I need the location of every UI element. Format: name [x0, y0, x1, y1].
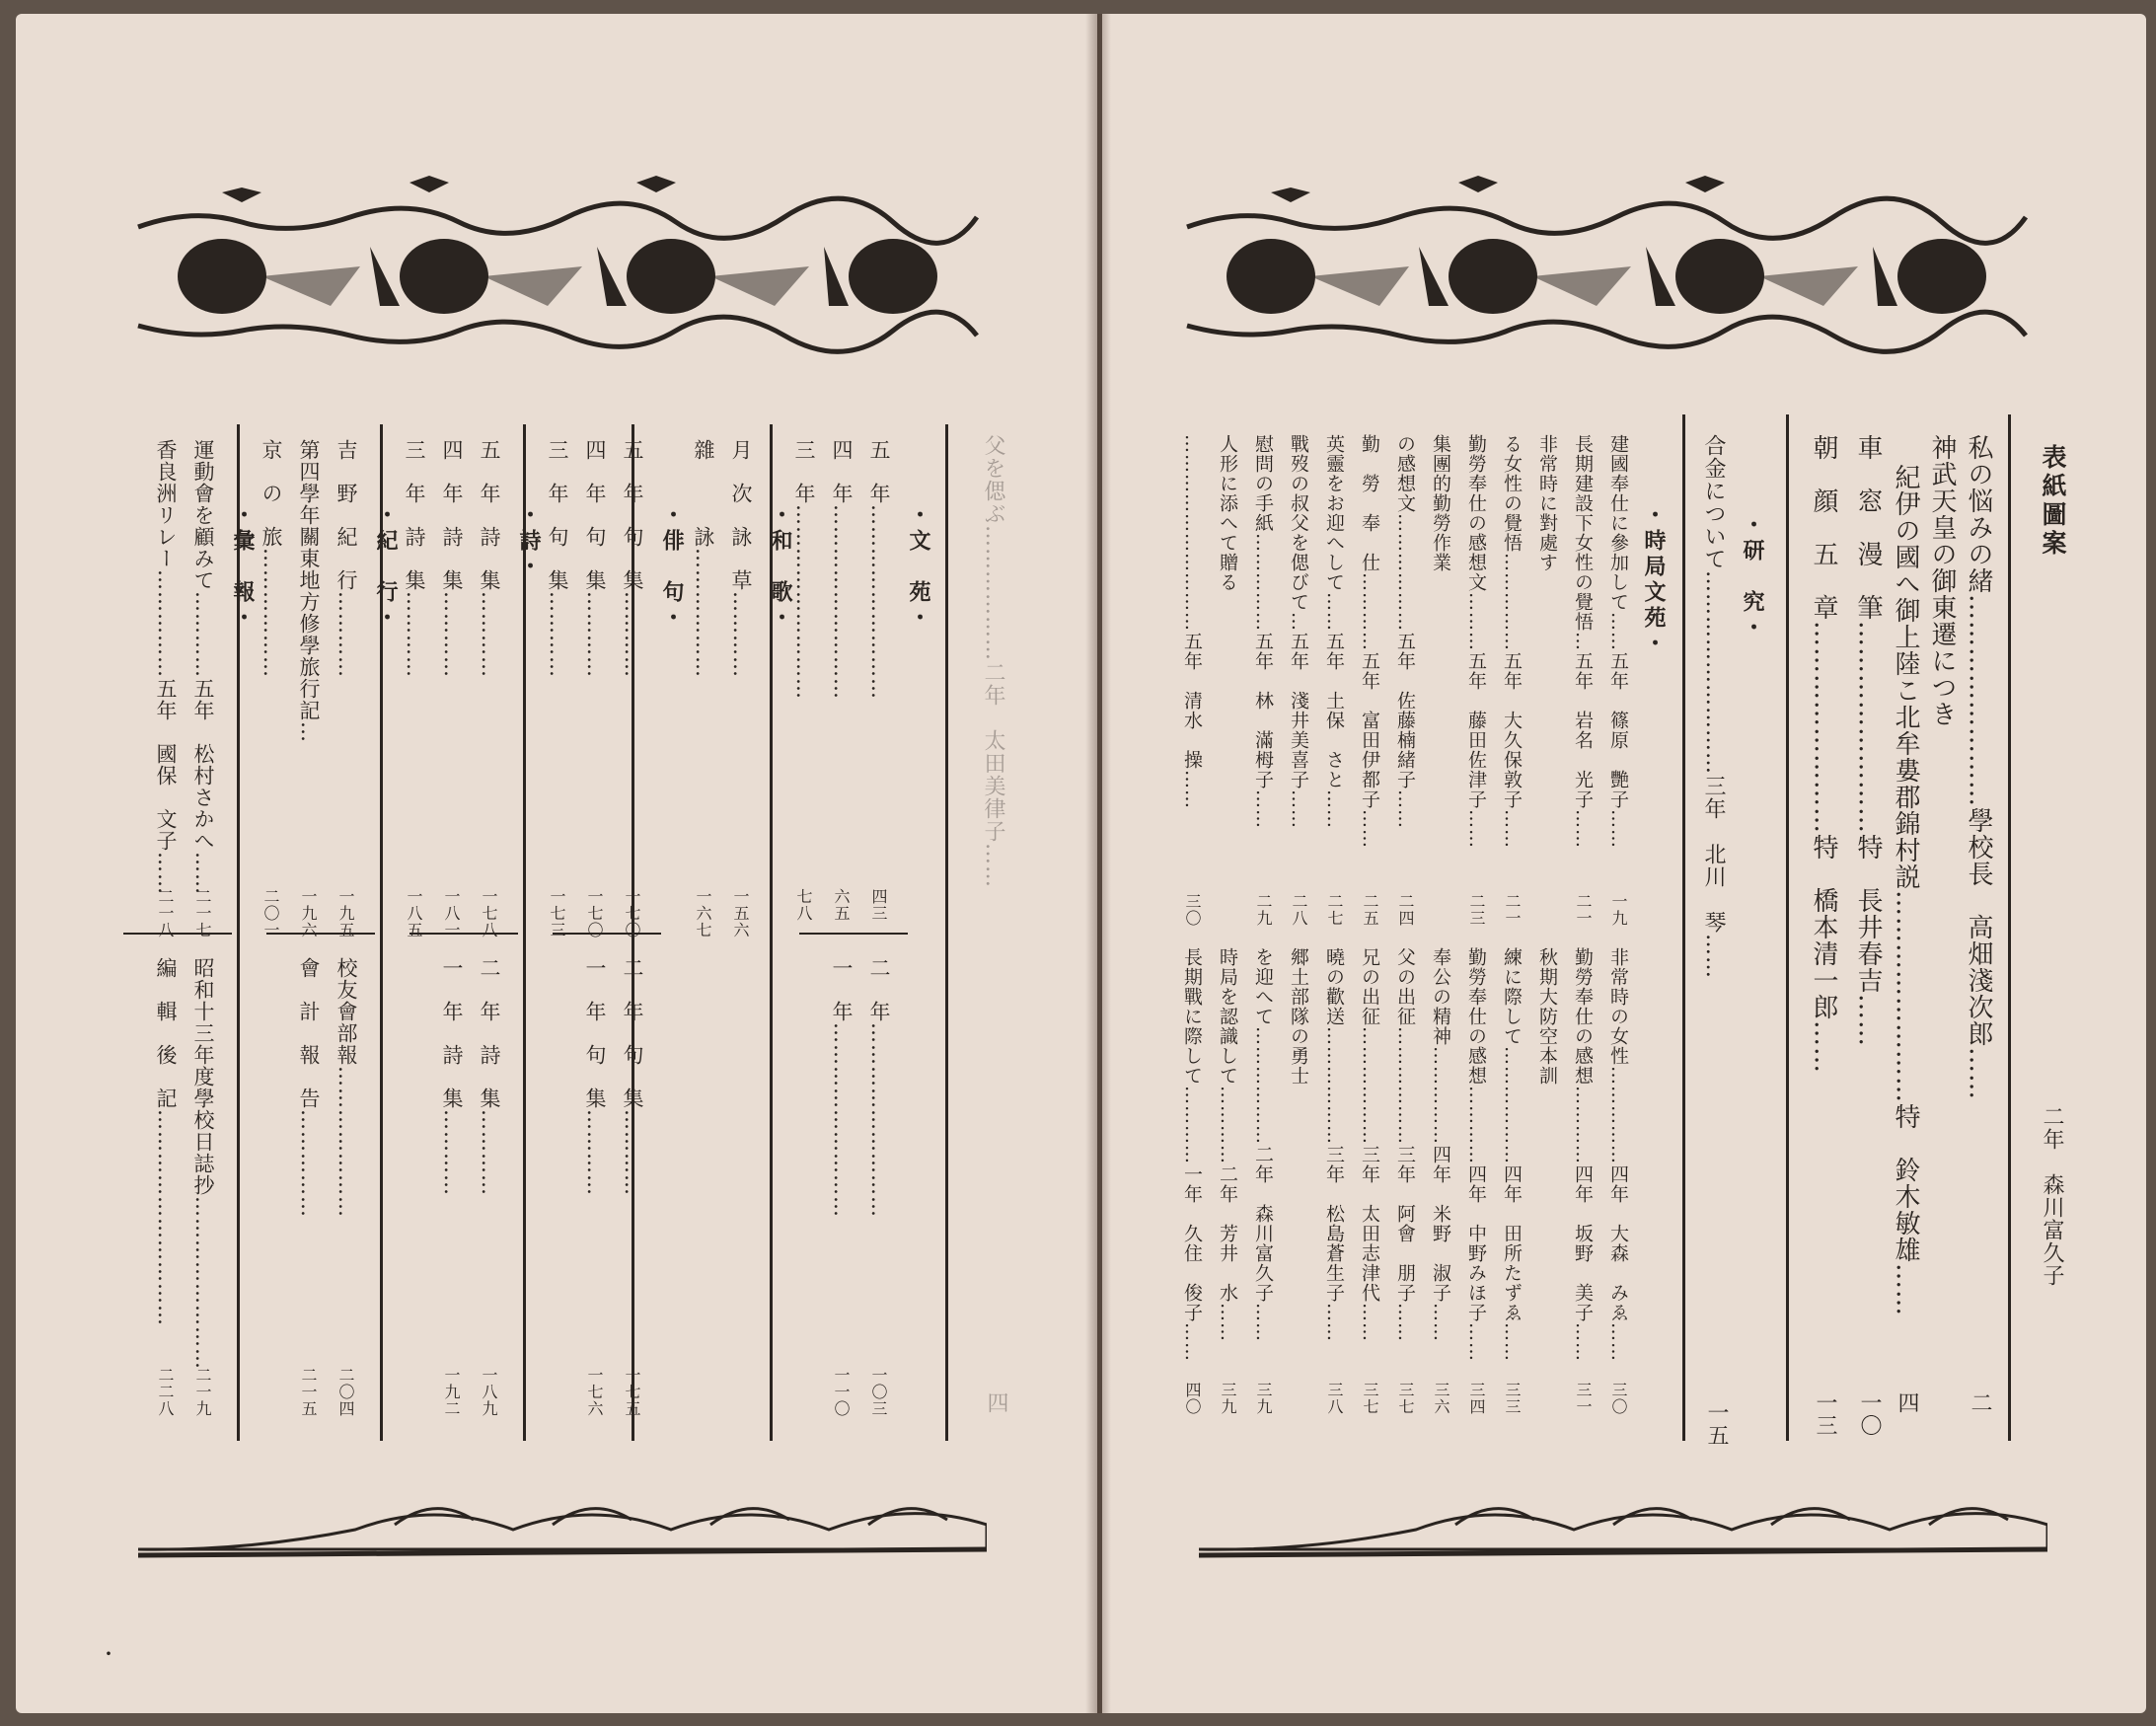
toc-item: 昭和十三年度學校日誌抄……………………	[191, 957, 215, 1370]
jikyoku-heading: ・時局文苑・	[1641, 503, 1667, 657]
toc-item: 吉 野 紀 行…………	[335, 439, 358, 678]
right-rule-1	[2008, 414, 2011, 1441]
jikyoku-upper-item: 戰歿の叔父を偲びて…五年 淺井美喜子……	[1288, 434, 1309, 829]
toc-col-3: 紀伊の國へ御上陸こ北牟婁郡錦村説……………………特 鈴木敏雄……	[1891, 464, 1920, 1316]
toc-item-page: 一六七	[694, 888, 712, 938]
bullet-mark: ・	[99, 1642, 118, 1666]
toc-item-page: 二一五	[299, 1367, 318, 1417]
toc-item: 一 年 句 集…………	[583, 957, 607, 1196]
jikyoku-upper-page: 二八	[1290, 893, 1308, 927]
jikyoku-upper-item: 人形に添へて贈る	[1217, 434, 1238, 592]
jikyoku-lower-page: 三三	[1503, 1382, 1522, 1415]
toc-item: 二 年………………………	[867, 957, 891, 1218]
jikyoku-lower-page: 三七	[1396, 1382, 1415, 1415]
toc-item: 五 年 句 集…………	[621, 439, 644, 678]
jikyoku-upper-page: 二一	[1574, 893, 1593, 927]
fish-banner-left	[133, 168, 982, 365]
toc-item-page: 一五六	[731, 888, 750, 938]
section-heading: ・詩・	[516, 503, 542, 580]
toc-item-page: 四三	[869, 888, 888, 922]
jikyoku-lower-page: 三一	[1574, 1382, 1593, 1415]
cover-heading: 表紙圖案	[2039, 444, 2067, 559]
jikyoku-lower-item: 時局を認識して…………二年 芳井 水……	[1217, 947, 1238, 1342]
toc-item: 三 年 句 集…………	[546, 439, 569, 678]
toc-item: 第四學年關東地方修學旅行記…	[297, 439, 321, 743]
toc-item-page: 一七〇	[623, 888, 641, 938]
toc-item: 四 年 詩 集…………	[440, 439, 464, 678]
toc-item-page: 一九二	[442, 1367, 461, 1417]
kenkyu-heading: ・研 究・	[1740, 513, 1765, 641]
jikyoku-lower-page: 三九	[1254, 1382, 1273, 1415]
section-heading: ・和 歌・	[768, 503, 793, 632]
jikyoku-upper-item: 建國奉仕に參加して……五年 篠原 艷子……	[1607, 434, 1629, 849]
section-divider	[799, 933, 908, 935]
jikyoku-lower-item: 勤勞奉仕の感想…………四年 中野みほ子……	[1465, 947, 1487, 1362]
wave-ornament-left	[138, 1490, 987, 1559]
toc-item-page: 一七〇	[585, 888, 604, 938]
toc-item: 一 年………………………	[830, 957, 854, 1218]
jikyoku-upper-item: 慰問の手紙……………五年 林 滿栂子……	[1252, 434, 1274, 829]
jikyoku-upper-page: 二七	[1325, 893, 1344, 927]
toc-col-3-page: 四	[1895, 1391, 1919, 1414]
section-heading: ・文 苑・	[906, 503, 931, 632]
left-rule-1	[945, 424, 948, 1441]
section-divider	[409, 933, 518, 935]
toc-item-page: 一七六	[585, 1367, 604, 1417]
right-rule-3	[1682, 414, 1685, 1441]
toc-col-4: 車 窓 漫 筆……………………特 長井春吉……	[1853, 434, 1883, 1047]
toc-item-page: 二〇四	[336, 1367, 355, 1417]
toc-col-5: 朝 顔 五 章……………………特 橋本清一郎……	[1809, 434, 1838, 1074]
faded-entry-page: 四	[984, 1391, 1008, 1414]
jikyoku-lower-page: 三七	[1361, 1382, 1379, 1415]
section-divider	[266, 933, 375, 935]
jikyoku-upper-page: 二三	[1467, 893, 1486, 927]
jikyoku-lower-item: 非常時の女性……………四年 大森 みゑ……	[1607, 947, 1629, 1362]
jikyoku-upper-item: 非常時に對處す	[1536, 434, 1558, 572]
toc-item: 五 年………………………	[867, 439, 891, 700]
right-rule-2	[1786, 414, 1789, 1441]
jikyoku-lower-page: 三六	[1432, 1382, 1450, 1415]
toc-item-page: 一八一	[442, 888, 461, 938]
jikyoku-lower-item: 秋期大防空本訓	[1536, 947, 1558, 1086]
toc-item: 五 年 詩 集…………	[478, 439, 501, 678]
toc-item: 編 輯 後 記…………………………	[154, 957, 178, 1326]
toc-col-4-page: 一〇	[1857, 1391, 1882, 1437]
toc-item: 三 年 詩 集…………	[403, 439, 426, 678]
toc-item-page: 一〇三	[869, 1367, 888, 1417]
toc-col-5-page: 一三	[1813, 1391, 1837, 1437]
toc-item: 四 年 句 集…………	[583, 439, 607, 678]
jikyoku-lower-item: 練に際して………………四年 田所たずゑ……	[1501, 947, 1523, 1362]
toc-item-page: 七八	[794, 888, 813, 922]
toc-item: 會 計 報 告……………	[297, 957, 321, 1218]
jikyoku-lower-item: 父の出征………………三年 阿會 朋子……	[1394, 947, 1416, 1342]
toc-item-page: 一九六	[299, 888, 318, 938]
toc-item: 香良洲リレー……………五年 國保 文子……	[154, 439, 178, 895]
jikyoku-upper-item: 集團的勤勞作業	[1430, 434, 1451, 572]
toc-item: 校友會部報…………………	[335, 957, 358, 1218]
toc-item: 二 年 句 集…………	[621, 957, 644, 1196]
kenkyu-page: 一五	[1704, 1401, 1729, 1447]
toc-item-page: 二一七	[193, 888, 212, 938]
toc-item-page: 一八五	[405, 888, 423, 938]
jikyoku-lower-item: 兄の出征………………三年 太田志津代……	[1359, 947, 1380, 1342]
toc-col-2: 神武天皇の御東遷につき	[1927, 434, 1957, 727]
jikyoku-lower-item: 曉の歡送………………三年 松島蒼生子……	[1323, 947, 1345, 1342]
jikyoku-upper-item: 長期建設下女性の覺悟…五年 岩名 光子……	[1572, 434, 1594, 849]
faded-entry: 父を偲ぶ………………二年 太田美律子……	[981, 434, 1005, 888]
fish-banner-right	[1182, 168, 2031, 365]
toc-item: 運動會を顧みて…………五年 松村さかへ……	[191, 439, 215, 895]
toc-item: 月 次 詠 草…………	[729, 439, 753, 678]
jikyoku-upper-page: 二九	[1254, 893, 1273, 927]
jikyoku-lower-page: 四〇	[1183, 1382, 1202, 1415]
jikyoku-lower-item: 郷土部隊の勇士	[1288, 947, 1309, 1086]
toc-item: 三 年………………………	[792, 439, 816, 700]
toc-item-page: 二一八	[156, 888, 175, 938]
wave-ornament-right	[1199, 1490, 2047, 1559]
kenkyu-item: 合金について………………………三年 北川 琴……	[1701, 434, 1726, 979]
toc-col-1: 私の悩みの緒……………………學校長 高畑淺次郎……	[1964, 434, 1993, 1100]
toc-item-page: 一一〇	[832, 1367, 851, 1417]
section-heading: ・俳 句・	[659, 503, 685, 632]
jikyoku-lower-item: 長期戰に際して…………一年 久住 俊子……	[1181, 947, 1203, 1362]
section-heading: ・彙 報・	[230, 503, 256, 632]
toc-item-page: 一七五	[623, 1367, 641, 1417]
jikyoku-lower-page: 三九	[1219, 1382, 1237, 1415]
jikyoku-upper-page: 二一	[1503, 893, 1522, 927]
jikyoku-upper-page: 二四	[1396, 893, 1415, 927]
toc-item-page: 一九五	[336, 888, 355, 938]
toc-item: 四 年………………………	[830, 439, 854, 700]
toc-item-page: 一七八	[480, 888, 498, 938]
jikyoku-upper-item: る女性の覺悟……………五年 大久保敦子……	[1501, 434, 1523, 849]
jikyoku-lower-page: 三〇	[1609, 1382, 1628, 1415]
jikyoku-lower-page: 三八	[1325, 1382, 1344, 1415]
toc-item-page: 二二八	[156, 1367, 175, 1417]
jikyoku-upper-page: 二五	[1361, 893, 1379, 927]
jikyoku-upper-item: …………………………五年 清水 操……	[1181, 434, 1203, 809]
cover-author: 二年 森川富久子	[2040, 1105, 2064, 1287]
toc-item-page: 一七三	[548, 888, 566, 938]
toc-col-1-page: 二	[1968, 1391, 1992, 1414]
jikyoku-upper-item: 英靈をお迎へして……五年 土保 さと……	[1323, 434, 1345, 829]
section-heading: ・紀 行・	[373, 503, 399, 632]
book-gutter	[1085, 14, 1111, 1713]
jikyoku-upper-page: 三〇	[1183, 893, 1202, 927]
toc-item-page: 六五	[832, 888, 851, 922]
toc-item-page: 一八九	[480, 1367, 498, 1417]
jikyoku-lower-page: 三四	[1467, 1382, 1486, 1415]
jikyoku-lower-item: を迎へて………………二年 森川富久子……	[1252, 947, 1274, 1342]
jikyoku-lower-item: 奉公の精神……………四年 米野 淑子……	[1430, 947, 1451, 1342]
jikyoku-upper-item: 勤勞奉仕の感想文………五年 藤田佐津子……	[1465, 434, 1487, 849]
jikyoku-upper-page: 一九	[1609, 893, 1628, 927]
toc-item: 雜 詠………………	[692, 439, 715, 678]
toc-item: 二 年 詩 集…………	[478, 957, 501, 1196]
jikyoku-upper-item: 勤 勞 奉 仕…………五年 富田伊都子……	[1359, 434, 1380, 849]
toc-item: 京 の 旅………………	[260, 439, 283, 678]
toc-item-page: 二一九	[193, 1367, 212, 1417]
jikyoku-lower-item: 勤勞奉仕の感想…………四年 坂野 美子……	[1572, 947, 1594, 1362]
section-divider	[123, 933, 232, 935]
jikyoku-upper-item: の感想文………………五年 佐藤楠緒子……	[1394, 434, 1416, 829]
section-divider	[553, 933, 661, 935]
toc-item: 一 年 詩 集…………	[440, 957, 464, 1196]
toc-item-page: 二〇一	[261, 888, 280, 938]
